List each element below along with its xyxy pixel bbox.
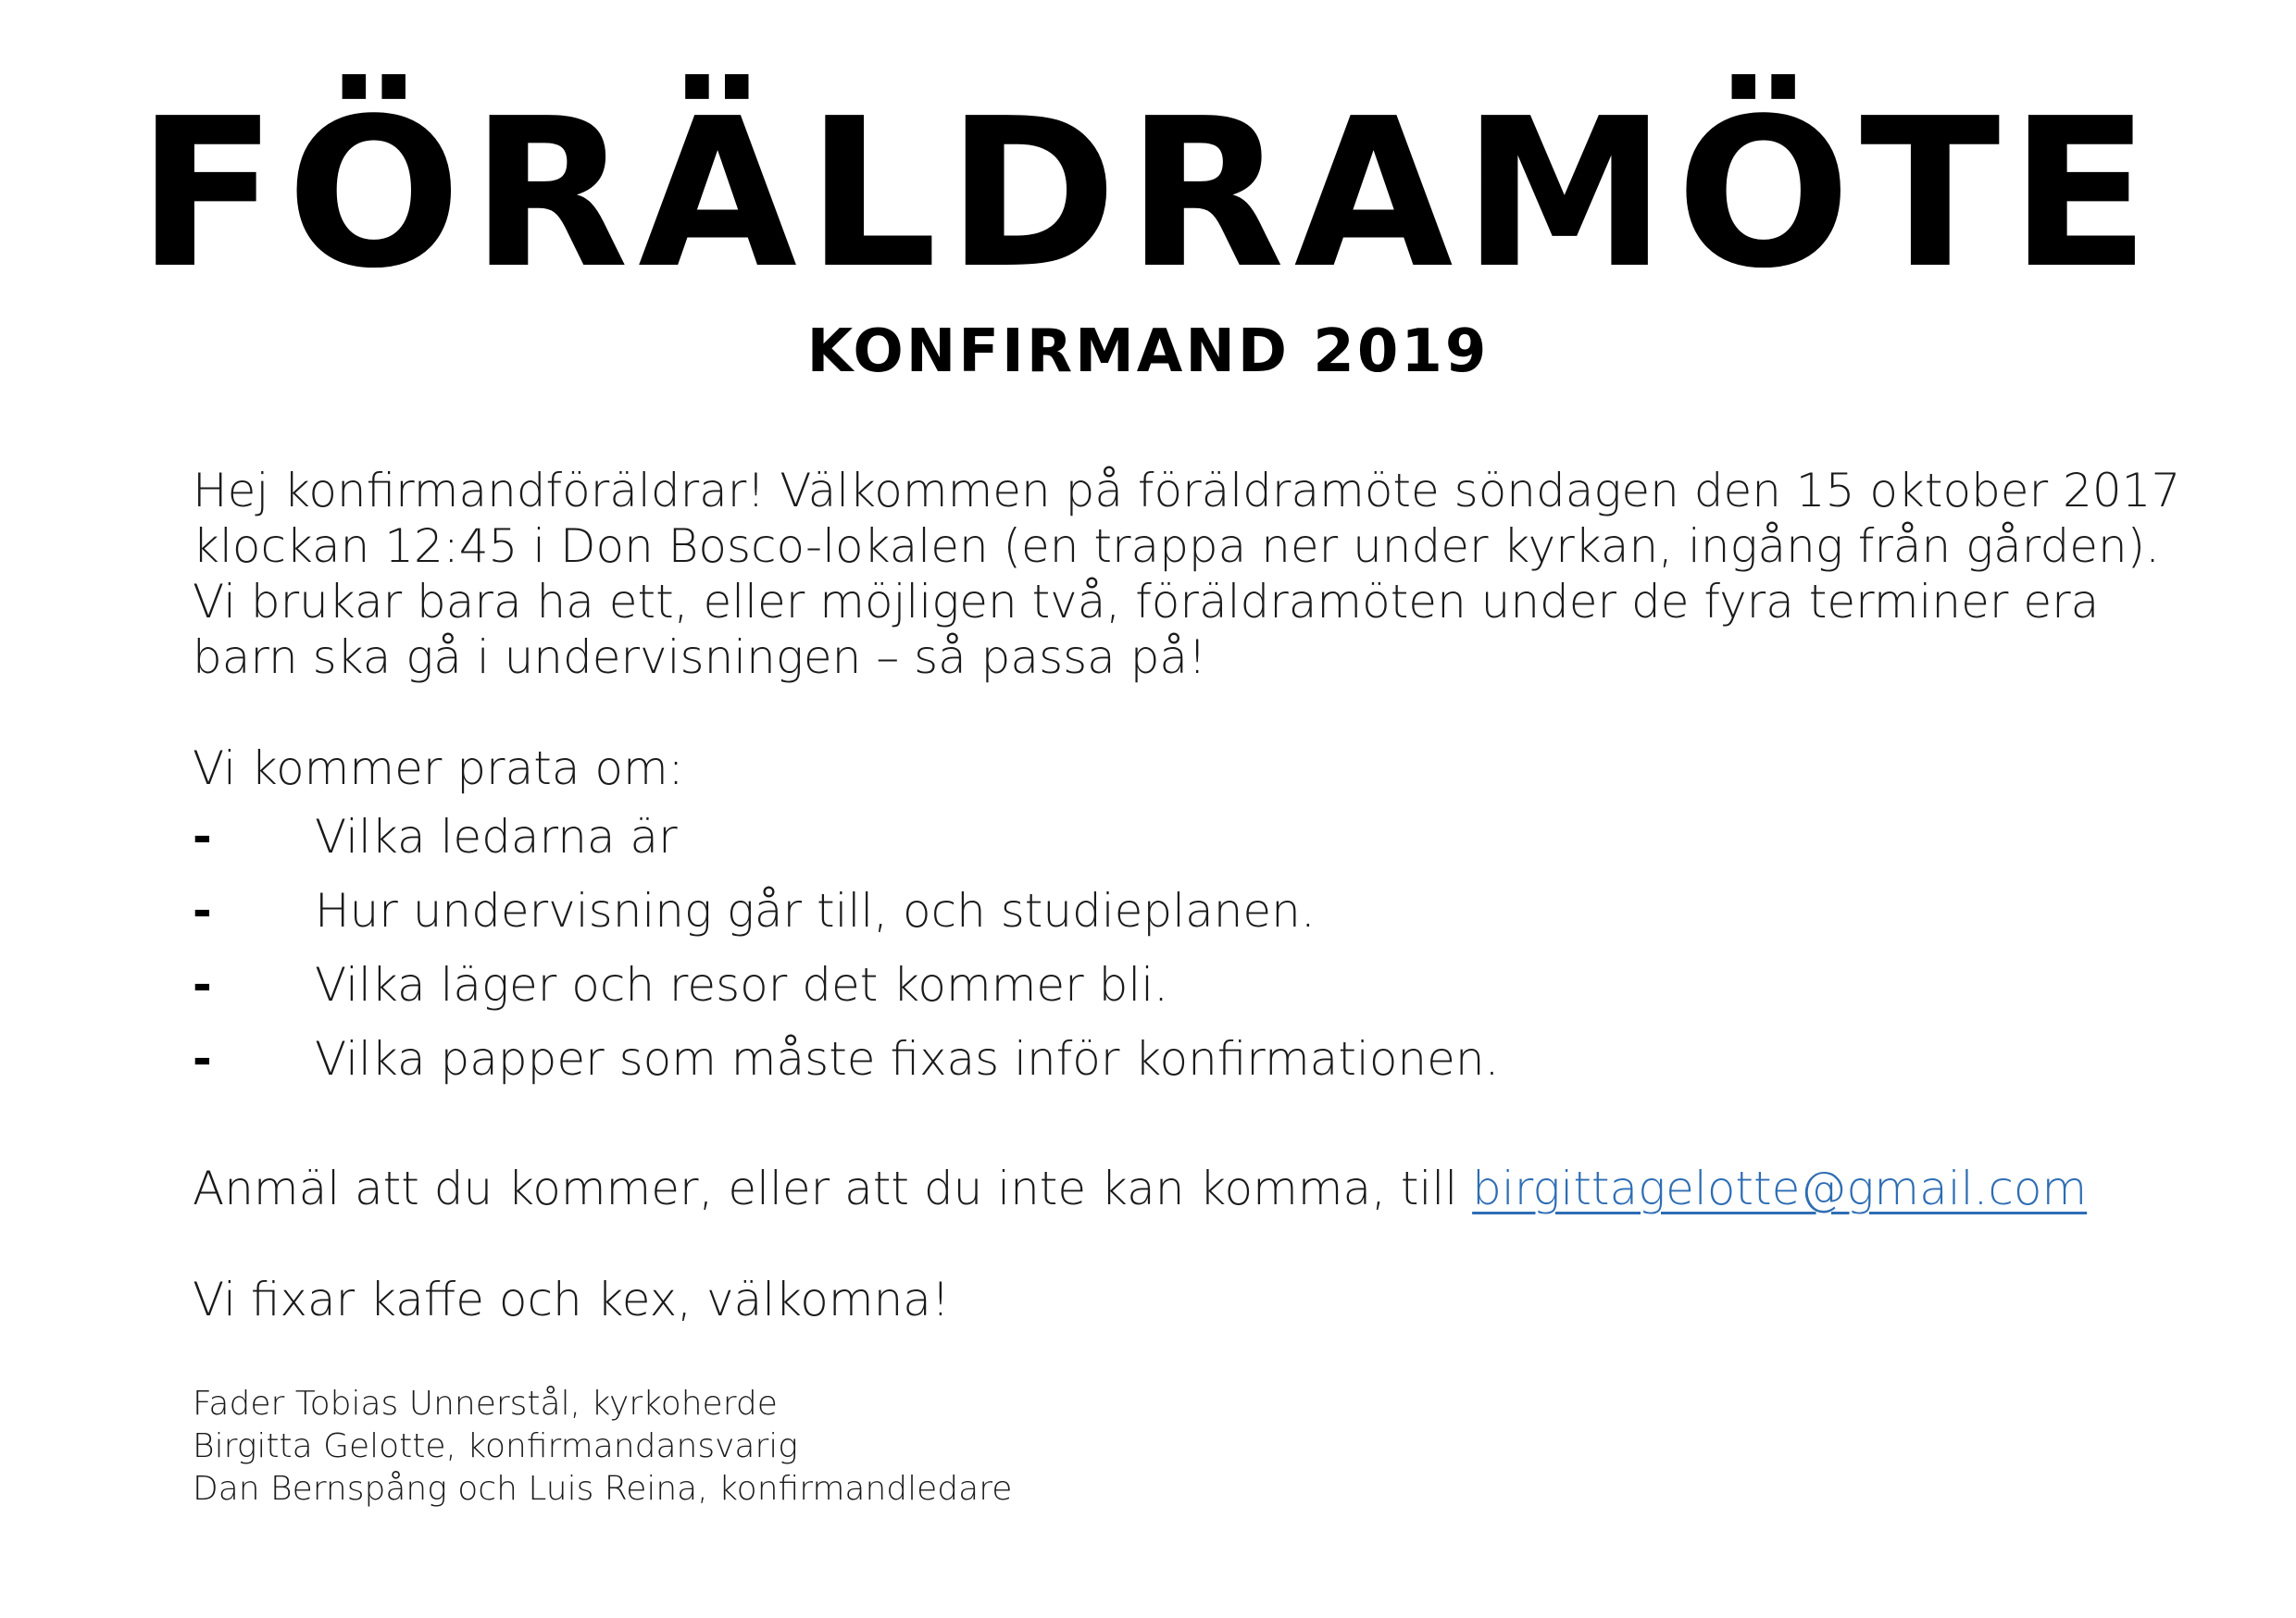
bullet-dash: - bbox=[193, 958, 212, 1012]
signature-line: Birgitta Gelotte, konfirmandansvarig bbox=[193, 1427, 798, 1465]
topic-text: Vilka ledarna är bbox=[315, 810, 678, 864]
page-subtitle: KONFIRMAND 2019 bbox=[806, 317, 1490, 386]
list-item bbox=[193, 957, 2211, 1031]
letter-body bbox=[193, 463, 2211, 1511]
closing-line: Vi fixar kaffe och kex, välkomna! bbox=[193, 1273, 950, 1326]
list-item bbox=[193, 809, 2211, 883]
list-item bbox=[193, 883, 2211, 957]
list-item bbox=[193, 1031, 2211, 1105]
bullet-dash: - bbox=[193, 1032, 212, 1086]
signature-block bbox=[193, 1383, 2211, 1511]
email-link[interactable]: birgittagelotte@gmail.com bbox=[1472, 1162, 2088, 1215]
topics-list bbox=[193, 809, 2211, 1105]
registration-text: Anmäl att du kommer, eller att du inte kan komma, till bbox=[193, 1162, 1473, 1215]
page-title: FÖRÄLDRAMÖTE bbox=[136, 75, 2160, 314]
signature-line: Dan Bernspång och Luis Reina, konfirmandledare bbox=[193, 1470, 1013, 1508]
intro-paragraph: Hej konfirmandföräldrar! Välkommen på föräldramöte söndagen den 15 oktober 2017 klockan 12:45 i Don Bosco-lokalen (en trappa ner under kyrkan, ingång från gården). Vi brukar bara ha ett, eller möjligen två, föräldramöten under de fyra terminer era barn ska gå i undervisningen – så passa på! bbox=[193, 464, 2181, 684]
topic-text: Hur undervisning går till, och studieplanen. bbox=[315, 884, 1316, 938]
bullet-dash: - bbox=[193, 810, 212, 864]
topic-text: Vilka läger och resor det kommer bli. bbox=[315, 958, 1169, 1012]
signature-line: Fader Tobias Unnerstål, kyrkoherde bbox=[193, 1385, 778, 1423]
bullet-dash: - bbox=[193, 884, 212, 938]
topics-lead: Vi kommer prata om: bbox=[193, 741, 684, 795]
topic-text: Vilka papper som måste fixas inför konfirmationen. bbox=[315, 1032, 1500, 1086]
registration-paragraph bbox=[193, 1161, 2211, 1216]
